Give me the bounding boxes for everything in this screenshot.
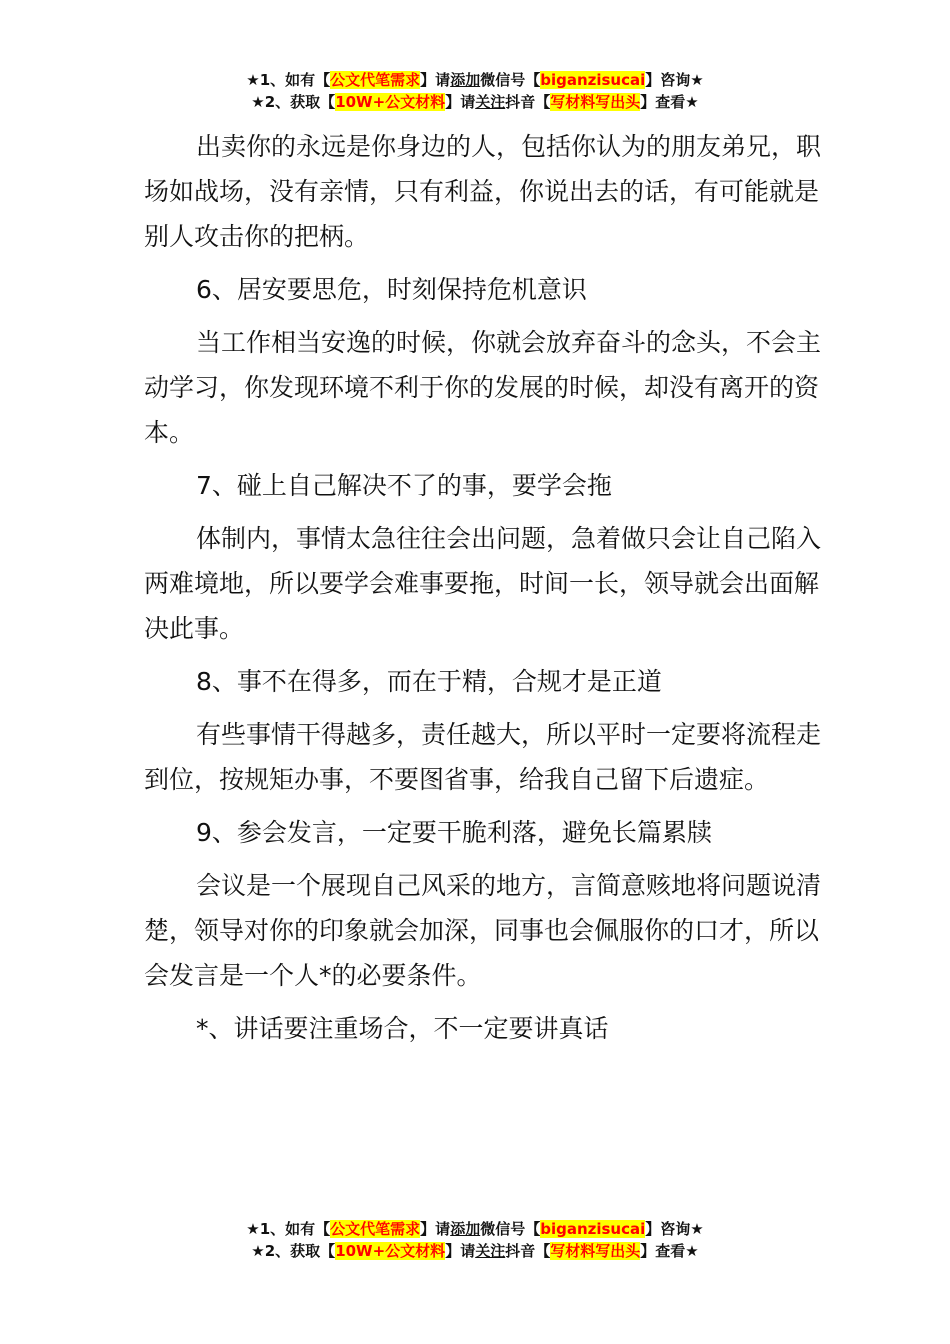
banner-text: 】查看★ [640,1242,699,1260]
banner-highlight: 10W+公文材料 [335,93,446,111]
banner-line-1 [0,69,950,91]
banner-text: 】咨询★ [645,71,704,89]
banner-highlight: biganzisucai [540,71,646,89]
banner-highlight: 写材料写出头 [550,93,641,111]
paragraph: 会议是一个展现自己风采的地方，言简意赅地将问题说清楚，领导对你的印象就会加深，同事也会佩服你的口才，所以会发言是一个人*的必要条件。 [144,871,822,990]
banner-underline: 添加 [450,71,481,89]
section-heading: *、讲话要注重场合，不一定要讲真话 [196,1014,609,1043]
banner-text: ★2、获取【 [251,93,336,111]
section-heading: 9、参会发言，一定要干脆利落，避免长篇累牍 [196,818,712,847]
paragraph: 出卖你的永远是你身边的人，包括你认为的朋友弟兄，职场如战场，没有亲情，只有利益，你说出去的话，有可能就是别人攻击你的把柄。 [144,132,822,251]
banner-text: 抖音【 [505,93,551,111]
section-heading: 6、居安要思危，时刻保持危机意识 [196,275,587,304]
banner-line-2 [0,91,950,113]
banner-text: 】咨询★ [645,1220,704,1238]
banner-underline: 关注 [475,93,506,111]
banner-text: 】请 [445,93,476,111]
section-heading: 7、碰上自己解决不了的事，要学会拖 [196,471,612,500]
section-heading: 8、事不在得多，而在于精，合规才是正道 [196,667,662,696]
banner-text: 微信号【 [480,71,541,89]
banner-highlight: 写材料写出头 [550,1242,641,1260]
banner-text: ★2、获取【 [251,1242,336,1260]
banner-text: 微信号【 [480,1220,541,1238]
footer-banner [0,1218,950,1262]
banner-text: 】请 [420,1220,451,1238]
header-banner [0,69,950,113]
banner-text: ★1、如有【 [246,1220,331,1238]
banner-line-1 [0,1218,950,1240]
banner-text: 】请 [445,1242,476,1260]
banner-line-2 [0,1240,950,1262]
banner-highlight: 公文代笔需求 [330,1220,421,1238]
banner-underline: 添加 [450,1220,481,1238]
banner-highlight: 公文代笔需求 [330,71,421,89]
paragraph: 有些事情干得越多，责任越大，所以平时一定要将流程走到位，按规矩办事，不要图省事，给我自己留下后遗症。 [144,720,822,794]
paragraph: 当工作相当安逸的时候，你就会放弃奋斗的念头，不会主动学习，你发现环境不利于你的发展的时候，却没有离开的资本。 [144,328,822,447]
paragraph: 体制内，事情太急往往会出问题，急着做只会让自己陷入两难境地，所以要学会难事要拖，时间一长，领导就会出面解决此事。 [144,524,822,643]
banner-text: 抖音【 [505,1242,551,1260]
banner-highlight: biganzisucai [540,1220,646,1238]
banner-underline: 关注 [475,1242,506,1260]
banner-text: 】查看★ [640,93,699,111]
banner-text: ★1、如有【 [246,71,331,89]
document-body [144,124,834,1059]
banner-highlight: 10W+公文材料 [335,1242,446,1260]
banner-text: 】请 [420,71,451,89]
